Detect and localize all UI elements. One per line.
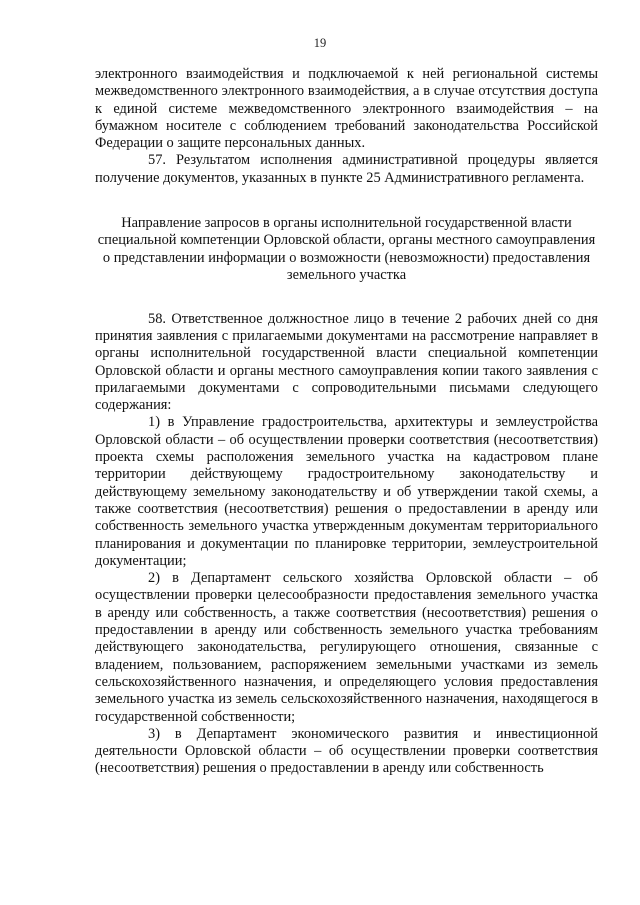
document-body: [95, 66, 598, 778]
page-number: 19: [313, 36, 327, 50]
paragraph-57: 57. Результатом исполнения административной процедуры является получение документов, указанных в пункте 25 Административного регламента.: [95, 152, 598, 186]
list-item-2: 2) в Департамент сельского хозяйства Орловской области – об осуществлении проверки целесообразности предоставления земельного участка в аренду или собственность, а также соответствия (несоответствия) решения о предоставлении в аренду или собственность земельного участка требованиям действующего законодательства, регулирующего отношения, связанные с владением, пользованием, распоряжением земельными участками из земель сельскохозяйственного назначения, и определяющего условия предоставления земельного участка из земель сельскохозяйственного назначения, находящегося в государственной собственности;: [95, 570, 598, 725]
list-item-3: 3) в Департамент экономического развития и инвестиционной деятельности Орловской области – об осуществлении проверки соответствия (несоответствия) решения о предоставлении в аренду или собственность: [95, 725, 598, 777]
list-item-1: 1) в Управление градостроительства, архитектуры и землеустройства Орловской области – об осуществлении проверки соответствия (несоответствия) проекта схемы расположения земельного участка на кадастровом плане территории действующему градостроительному законодательству и действующему земельному законодательству и об утверждении такой схемы, а также соответствия (несоответствия) решения о предоставлении в аренду или собственность земельного участка утвержденным документам территориального планирования и документации по планировке территории, землеустроительной документации;: [95, 414, 598, 569]
paragraph-continuation: электронного взаимодействия и подключаемой к ней региональной системы межведомственного электронного взаимодействия, а в случае отсутствия доступа к единой системе межведомственного электронного взаимодействия – на бумажном носителе с соблюдением требований законодательства Российской Федерации о защите персональных данных.: [95, 66, 598, 152]
paragraph-58: 58. Ответственное должностное лицо в течение 2 рабочих дней со дня принятия заявления с прилагаемыми документами на рассмотрение направляет в органы исполнительной государственной власти специальной компетенции Орловской области и органы местного самоуправления копии такого заявления с прилагаемыми документами с сопроводительными письмами следующего содержания:: [95, 310, 598, 414]
section-heading: Направление запросов в органы исполнительной государственной власти специальной компетенции Орловской области, органы местного самоуправления о представлении информации о возможности (невозможности) предоставления земельного участка: [97, 215, 596, 284]
